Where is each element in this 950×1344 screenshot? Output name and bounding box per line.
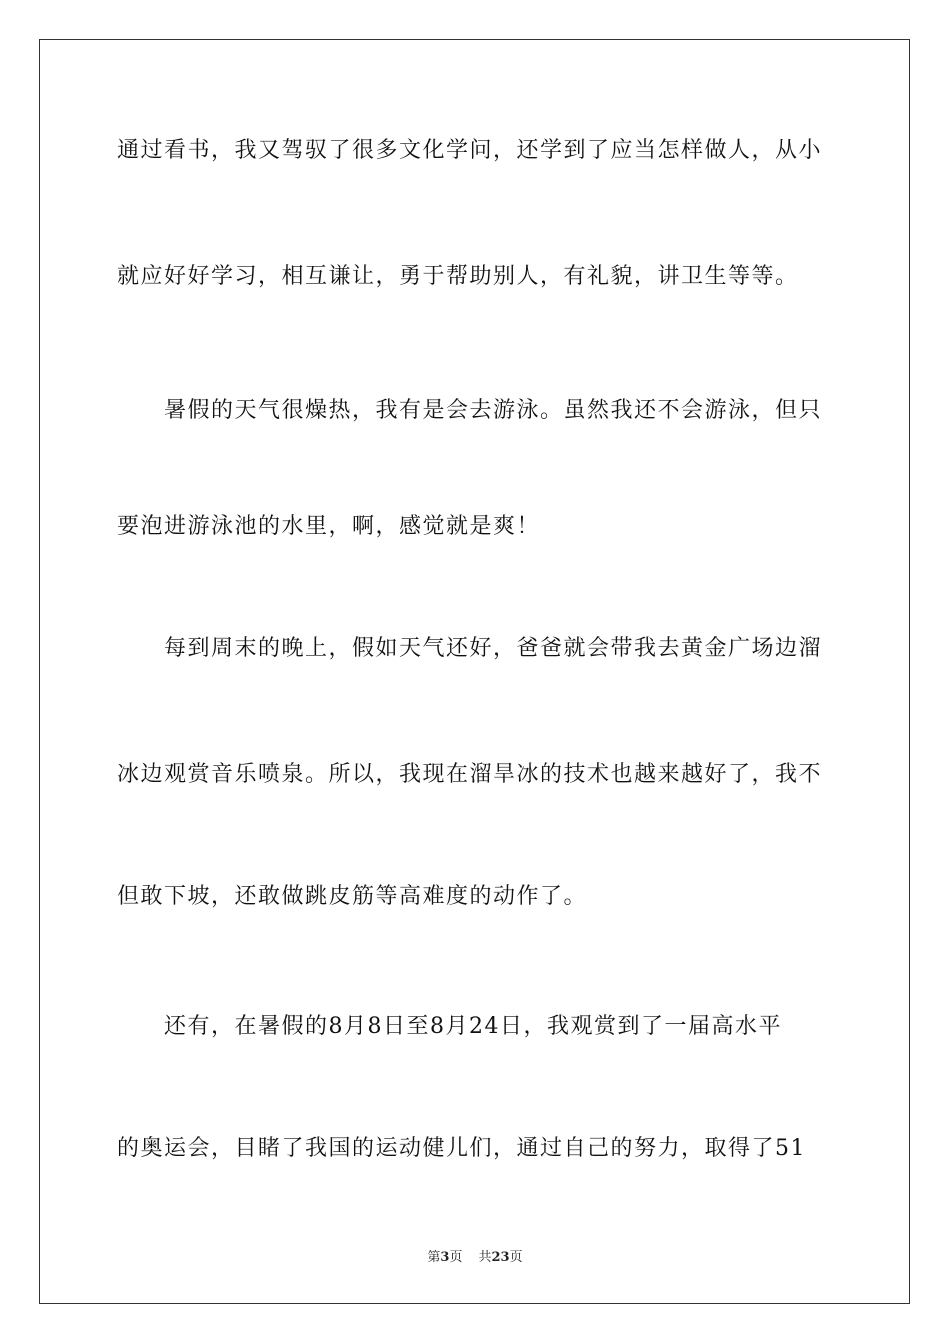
page-footer [0, 1246, 950, 1265]
text-line-1: 通过看书，我又驾驭了很多文化学问，还学到了应当怎样做人，从小 [117, 138, 823, 163]
total-pages: 23 [491, 1250, 510, 1265]
page-suffix: 页 [449, 1250, 463, 1265]
total-prefix: 共 [478, 1250, 492, 1265]
text-line-4: 要泡进游泳池的水里，啊，感觉就是爽！ [117, 514, 541, 539]
total-suffix: 页 [509, 1250, 523, 1265]
page-prefix: 第 [427, 1250, 441, 1265]
text-line-5: 每到周末的晚上，假如天气还好，爸爸就会带我去黄金广场边溜 [164, 636, 823, 661]
text-line-2: 就应好好学习，相互谦让，勇于帮助别人，有礼貌，讲卫生等等。 [117, 264, 799, 289]
page-border [39, 39, 910, 1304]
text-line-8: 还有，在暑假的8月8日至8月24日，我观赏到了一届高水平 [164, 1014, 782, 1039]
text-line-7: 但敢下坡，还敢做跳皮筋等高难度的动作了。 [117, 884, 588, 909]
page-number: 3 [440, 1250, 450, 1265]
text-line-3: 暑假的天气很燥热，我有是会去游泳。虽然我还不会游泳，但只 [164, 398, 823, 423]
text-line-9: 的奥运会，目睹了我国的运动健儿们，通过自己的努力，取得了51 [117, 1136, 806, 1161]
text-line-6: 冰边观赏音乐喷泉。所以，我现在溜旱冰的技术也越来越好了，我不 [117, 762, 823, 787]
